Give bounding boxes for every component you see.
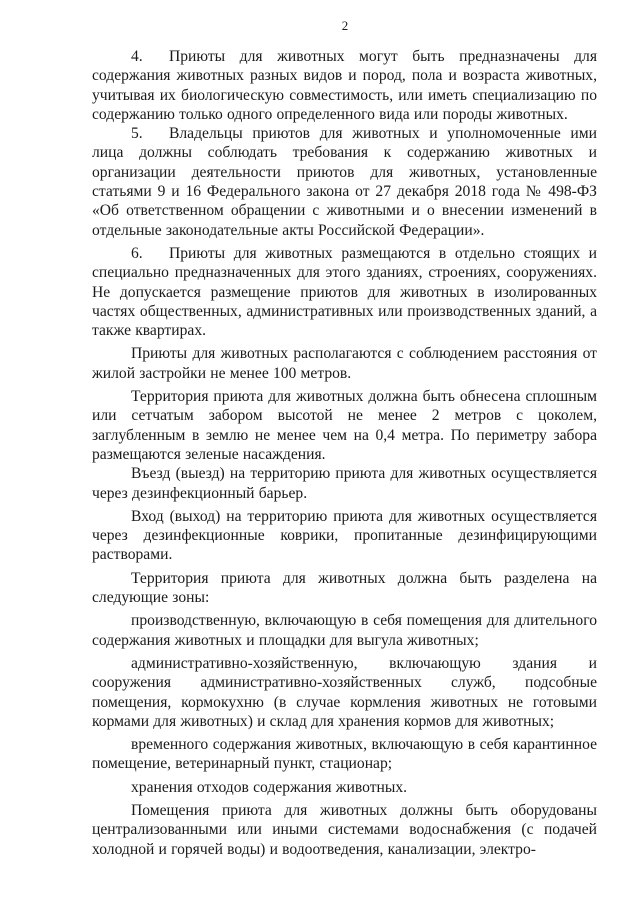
paragraph-text: Владельцы приютов для животных и уполномоченные ими лица должны соблюдать требования к содержанию животных и организации деятельности приютов для животных, установленные статьями 9 и 16 Федерального закона от 27 декабря 2018 года № 498-ФЗ «Об ответственном обращении с животными и о внесении изменений в отдельные законодательные акты Российской Федерации». bbox=[92, 125, 597, 239]
zone-administrative: административно-хозяйственную, включающую здания и сооружения административно-хозяйственных служб, подсобные помещения, кормокухню (в случае кормления животных не готовыми кормами для животных) и склад для хранения кормов для животных; bbox=[92, 654, 597, 730]
paragraph-text: Приюты для животных размещаются в отдельно стоящих и специально предназначенных для этого зданиях, строениях, сооружениях. Не допускается размещение приютов для животных в изолированных частях общественных, административных или производственных зданий, а также квартирах. bbox=[92, 244, 597, 340]
zone-production: производственную, включающую в себя помещения для длительного содержания животных и площадки для выгула животных; bbox=[92, 612, 597, 649]
paragraph-item-5 bbox=[92, 124, 597, 240]
paragraph-distance-requirement: Приюты для животных располагаются с соблюдением расстояния от жилой застройки не менее 100 метров. bbox=[92, 345, 597, 382]
paragraph-pedestrian-entry: Вход (выход) на территорию приюта для животных осуществляется через дезинфекционные коврики, пропитанные дезинфицирующими растворами. bbox=[92, 507, 597, 564]
zone-waste-storage: хранения отходов содержания животных. bbox=[131, 778, 408, 796]
paragraph-utilities: Помещения приюта для животных должны быть оборудованы централизованными или иными системами водоснабжения (с подачей холодной и горячей воды) и водоотведения, канализации, электро- bbox=[92, 801, 597, 858]
paragraph-text: Приюты для животных могут быть предназначены для содержания животных разных видов и пород, пола и возраста животных, учитывая их биологическую совместимость, или иметь специализацию по содержанию только одного определенного вида или породы животных. bbox=[92, 48, 597, 123]
item-number: 4. bbox=[131, 48, 143, 65]
paragraph-zones-intro: Территория приюта для животных должна быть разделена на следующие зоны: bbox=[92, 569, 597, 607]
paragraph-vehicle-entry: Въезд (выезд) на территорию приюта для животных осуществляется через дезинфекционный барьер. bbox=[92, 465, 597, 502]
zone-temporary-keeping: временного содержания животных, включающую в себя карантинное помещение, ветеринарный пункт, стационар; bbox=[92, 736, 597, 773]
paragraph-fence-requirement: Территория приюта для животных должна быть обнесена сплошным или сетчатым забором высотой не менее 2 метров с цоколем, заглубленным в землю не менее чем на 0,4 метра. По периметру забора размещаются зеленые насаждения. bbox=[92, 388, 597, 463]
document-body bbox=[92, 47, 597, 859]
item-number: 5. bbox=[131, 125, 143, 143]
item-number: 6. bbox=[131, 244, 143, 262]
paragraph-item-6 bbox=[92, 244, 597, 340]
paragraph-item-4 bbox=[92, 47, 597, 124]
page-number: 2 bbox=[341, 18, 349, 33]
